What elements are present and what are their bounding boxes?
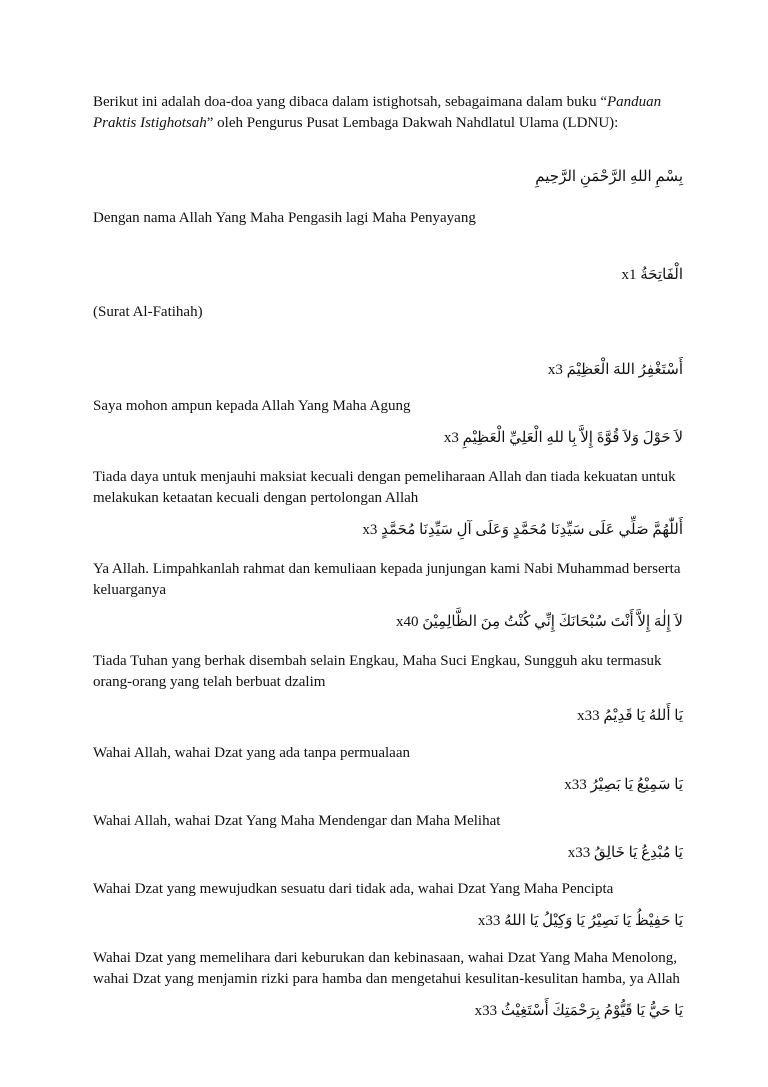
prayer-item	[93, 359, 683, 417]
basmalah-block	[93, 166, 683, 229]
prayer-translation: Tiada daya untuk menjauhi maksiat kecuali dengan pemeliharaan Allah dan tiada kekuatan untuk melakukan ketaatan kecuali dengan pertolongan Allah	[93, 469, 676, 506]
prayer-translation: Saya mohon ampun kepada Allah Yang Maha Agung	[93, 398, 411, 414]
prayer-item	[93, 519, 683, 601]
prayer-arabic-text: لاَ إِلٰهَ إِلاَّ أَنْتَ سُبْحَانَكَ إِنِّي كُنْتُ مِنَ الظَّالِمِيْنَ	[422, 614, 683, 630]
prayer-arabic-text: يَا مُبْدِعُ يَا خَالِقُ	[593, 845, 683, 861]
prayer-arabic-text: يَا حَفِيْظُ يَا نَصِيْرُ يَا وَكِيْلُ يَا اللهُ	[504, 913, 683, 929]
prayer-arabic	[93, 705, 683, 727]
prayer-item	[93, 774, 683, 832]
repeat-count: x1	[621, 267, 637, 283]
prayer-arabic	[93, 1000, 683, 1022]
prayer-arabic-text: يَا سَمِيْعُ يَا بَصِيْرُ	[590, 777, 683, 793]
intro-text-after: ” oleh Pengurus Pusat Lembaga Dakwah Nahdlatul Ulama (LDNU):	[206, 115, 619, 131]
repeat-count: x40	[395, 614, 419, 630]
prayer-arabic	[93, 774, 683, 796]
prayer-arabic-text: أَللّٰهُمَّ صَلِّي عَلَى سَيِّدِنَا مُحَمَّدٍ وَعَلَى آلِ سَيِّدِنَا مُحَمَّدٍ	[381, 522, 683, 538]
prayer-arabic-text: لاَ حَوْلَ وَلاَ قُوَّةَ إِلاَّ بِا للهِ الْعَلِيِّ الْعَظِيْمِ	[462, 430, 683, 446]
prayer-item	[93, 611, 683, 693]
basmalah-translation: Dengan nama Allah Yang Maha Pengasih lagi Maha Penyayang	[93, 210, 476, 226]
prayer-arabic-text: يَا أَللهُ يَا قَدِيْمُ	[603, 708, 683, 724]
prayer-arabic	[93, 427, 683, 449]
repeat-count: x33	[567, 845, 591, 861]
prayer-arabic-text: أَسْتَغْفِرُ اللهَ الْعَظِيْمَ	[566, 362, 683, 378]
intro-paragraph	[93, 92, 683, 134]
prayer-item	[93, 1000, 683, 1022]
prayer-item	[93, 264, 683, 323]
prayer-translation: Wahai Dzat yang mewujudkan sesuatu dari tidak ada, wahai Dzat Yang Maha Pencipta	[93, 881, 614, 897]
prayer-arabic-text: يَا حَيُّ يَا قَيُّوْمُ بِرَحْمَتِكَ أَسْتَغِيْثُ	[500, 1003, 683, 1019]
prayer-translation: Ya Allah. Limpahkanlah rahmat dan kemuliaan kepada junjungan kami Nabi Muhammad berserta keluarganya	[93, 561, 681, 598]
document-page	[93, 92, 683, 1022]
prayer-translation: Tiada Tuhan yang berhak disembah selain Engkau, Maha Suci Engkau, Sungguh aku termasuk orang-orang yang telah berbuat dzalim	[93, 653, 662, 690]
prayer-item	[93, 842, 683, 900]
repeat-count: x33	[477, 913, 501, 929]
prayer-translation: (Surat Al-Fatihah)	[93, 304, 203, 320]
prayer-translation: Wahai Allah, wahai Dzat yang ada tanpa permualaan	[93, 745, 410, 761]
repeat-count: x33	[474, 1003, 498, 1019]
prayer-arabic	[93, 611, 683, 633]
repeat-count: x3	[443, 430, 459, 446]
prayer-arabic	[93, 359, 683, 381]
prayer-translation: Wahai Dzat yang memelihara dari keburukan dan kebinasaan, wahai Dzat Yang Maha Menolong, wahai Dzat yang menjamin rizki para hamba dan mengetahui kesulitan-kesulitan hamba, ya Allah	[93, 950, 680, 987]
prayer-item	[93, 910, 683, 990]
book-title: Panduan Praktis Istighotsah	[93, 94, 662, 131]
prayer-item	[93, 705, 683, 764]
intro-text-before: Berikut ini adalah doa-doa yang dibaca dalam istighotsah, sebagaimana dalam buku “	[93, 94, 607, 110]
repeat-count: x3	[547, 362, 563, 378]
repeat-count: x33	[577, 708, 600, 724]
repeat-count: x33	[564, 777, 587, 793]
prayer-arabic	[93, 910, 683, 932]
prayer-translation: Wahai Allah, wahai Dzat Yang Maha Mendengar dan Maha Melihat	[93, 813, 501, 829]
prayer-item	[93, 427, 683, 509]
prayer-arabic-text: الْفَاتِحَةُ	[640, 267, 683, 283]
basmalah-arabic: بِسْمِ اللهِ الرَّحْمَنِ الرَّحِيمِ	[535, 169, 683, 185]
repeat-count: x3	[362, 522, 378, 538]
prayer-arabic	[93, 519, 683, 541]
prayer-arabic	[93, 842, 683, 864]
prayer-arabic	[93, 264, 683, 286]
